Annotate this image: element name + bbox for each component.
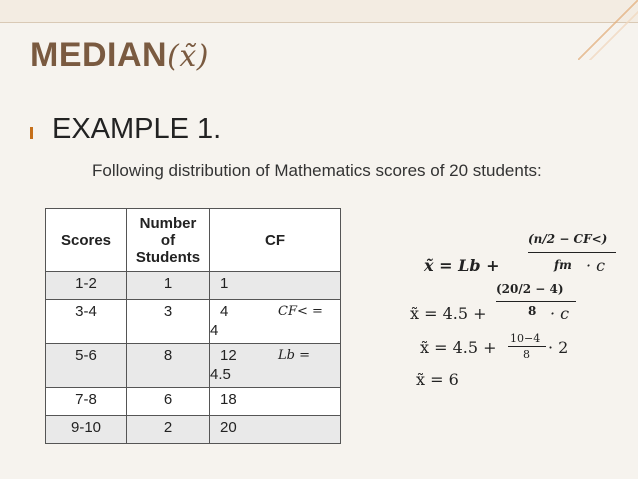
cell-cf-value: 4 <box>220 303 229 320</box>
slide-title <box>30 36 209 75</box>
cell-students: 1 <box>127 272 210 300</box>
formula-substituted-denominator: 8 <box>528 304 537 318</box>
formula-substituted-lhs: x̃ = 4.5 + <box>410 304 487 323</box>
cell-cf-value: 12 <box>220 347 237 364</box>
formula-simplified-numerator: 10−4 <box>510 332 541 345</box>
description-text: Following distribution of Mathematics scores of 20 students: <box>92 161 542 180</box>
formula-substituted-tail: · c <box>550 304 570 323</box>
formula-simplified-denominator: 8 <box>523 348 530 361</box>
formula-result: x̃ = 6 <box>416 370 459 389</box>
cell-students: 8 <box>127 344 210 388</box>
distribution-table <box>45 208 341 444</box>
cell-cf <box>210 300 341 344</box>
corner-decoration <box>578 0 638 60</box>
table-row <box>46 388 341 416</box>
fraction-bar <box>496 301 576 302</box>
cell-students: 2 <box>127 416 210 444</box>
title-text: MEDIAN <box>30 36 168 74</box>
cell-cf: 20 <box>210 416 341 444</box>
cell-scores: 1-2 <box>46 272 127 300</box>
formula-simplified-lhs: x̃ = 4.5 + <box>420 338 497 357</box>
header-scores: Scores <box>46 209 127 272</box>
formula-general-tail: · c <box>586 256 606 275</box>
cell-cf: 18 <box>210 388 341 416</box>
slide-top-rule <box>0 22 638 23</box>
table-row <box>46 300 341 344</box>
cell-scores: 3-4 <box>46 300 127 344</box>
bullet-marker <box>30 127 33 139</box>
cell-students: 3 <box>127 300 210 344</box>
header-number-students: Number of Students <box>127 209 210 272</box>
table-row <box>46 344 341 388</box>
formula-general-lhs: x̃ = Lb + <box>424 256 500 275</box>
formula-general-numerator: (n/2 − CF<) <box>528 232 608 246</box>
cell-scores: 7-8 <box>46 388 127 416</box>
formula-general-denominator: fm <box>554 258 572 272</box>
title-symbol: (x̃) <box>167 39 209 74</box>
table-row <box>46 416 341 444</box>
table-row <box>46 272 341 300</box>
cf-less-value: 4 <box>210 322 219 339</box>
cf-less-annotation: CF< = <box>278 304 323 319</box>
slide-top-band <box>0 0 638 22</box>
fraction-bar <box>528 252 616 253</box>
fraction-bar <box>508 346 546 347</box>
cell-scores: 5-6 <box>46 344 127 388</box>
cell-cf <box>210 344 341 388</box>
lower-boundary-value: 4.5 <box>210 366 231 383</box>
cell-scores: 9-10 <box>46 416 127 444</box>
lower-boundary-annotation: Lb = <box>278 348 310 363</box>
formula-simplified-tail: · 2 <box>548 338 569 357</box>
formula-substituted-numerator: (20/2 − 4) <box>496 282 564 296</box>
median-formula-block <box>400 222 630 392</box>
cell-students: 6 <box>127 388 210 416</box>
example-label: EXAMPLE 1. <box>52 113 222 145</box>
cell-cf: 1 <box>210 272 341 300</box>
header-cf: CF <box>210 209 341 272</box>
